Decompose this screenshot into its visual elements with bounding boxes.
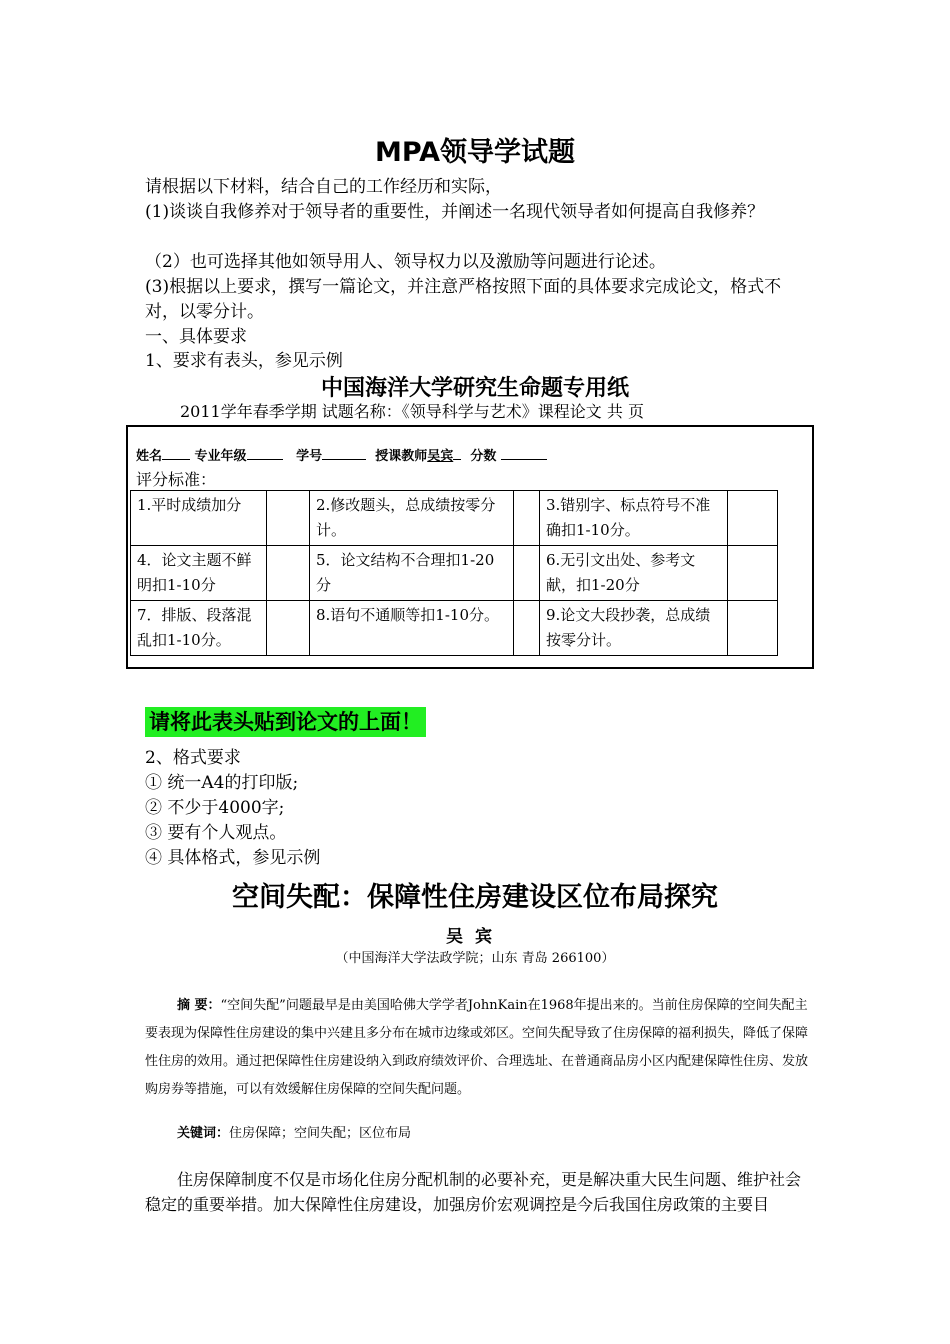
score-cell xyxy=(728,491,778,546)
score-cell xyxy=(514,491,540,546)
student-id-label: 学号 xyxy=(296,449,323,464)
criteria-cell: 8.语句不通顺等扣1-10分。 xyxy=(310,601,514,656)
page-title: MPA领导学试题 xyxy=(374,137,576,168)
major-label: 专业年级 xyxy=(194,449,247,464)
criteria-cell: 7．排版、段落混乱扣1-10分。 xyxy=(131,601,267,656)
teacher-label: 授课教师 xyxy=(375,449,428,464)
intro-text: 请根据以下材料，结合自己的工作经历和实际， xyxy=(145,177,502,197)
criteria-cell: 9.论文大段抄袭，总成绩按零分计。 xyxy=(540,601,728,656)
paper-title: 空间失配：保障性住房建设区位布局探究 xyxy=(232,882,718,913)
requirement-1: 1、要求有表头，参见示例 xyxy=(145,351,343,371)
keywords-text: 住房保障；空间失配；区位布局 xyxy=(229,1126,412,1141)
criteria-row xyxy=(131,601,778,656)
score-cell xyxy=(514,546,540,601)
question-1: (1)谈谈自我修养对于领导者的重要性，并阐述一名现代领导者如何提高自我修养？ xyxy=(145,202,765,222)
teacher-name: 吴宾 xyxy=(427,449,454,464)
paste-notice: 请将此表头贴到论文的上面！ xyxy=(145,707,426,737)
requirements-heading: 一、具体要求 xyxy=(145,327,247,347)
paper-author: 吴宾 xyxy=(446,927,504,947)
name-label: 姓名 xyxy=(136,449,163,464)
score-cell xyxy=(267,491,310,546)
criteria-row xyxy=(131,546,778,601)
score-label: 分数 xyxy=(470,449,497,464)
criteria-cell: 4．论文主题不鲜明扣1-10分 xyxy=(131,546,267,601)
format-item: ③ 要有个人观点。 xyxy=(145,823,287,843)
criteria-cell: 2.修改题头，总成绩按零分计。 xyxy=(310,491,514,546)
question-2: （2）也可选择其他如领导用人、领导权力以及激励等问题进行论述。 xyxy=(145,252,666,272)
criteria-cell: 1.平时成绩加分 xyxy=(131,491,267,546)
criteria-cell: 6.无引文出处、参考文献，扣1-20分 xyxy=(540,546,728,601)
score-cell xyxy=(728,601,778,656)
format-item: ① 统一A4的打印版; xyxy=(145,773,299,793)
abstract-label: 摘 要： xyxy=(177,998,221,1013)
criteria-cell: 5．论文结构不合理扣1-20分 xyxy=(310,546,514,601)
header-fields xyxy=(136,445,547,464)
question-3: (3)根据以上要求，撰写一篇论文，并注意严格按照下面的具体要求完成论文，格式不对，以零分计。 xyxy=(145,277,782,322)
header-subtitle: 2011学年春季学期 试题名称：《领导科学与艺术》课程论文 共 页 xyxy=(180,402,644,421)
criteria-cell: 3.错别字、标点符号不准确扣1-10分。 xyxy=(540,491,728,546)
score-cell xyxy=(728,546,778,601)
abstract-text: “空间失配”问题最早是由美国哈佛大学学者JohnKain在1968年提出来的。当前住房保障的空间失配主要表现为保障性住房建设的集中兴建且多分布在城市边缘或郊区。空间失配导致了住房保障的福利损失，降低了保障性住房的效用。通过把保障性住房建设纳入到政府绩效评价、合理选址、在普通商品房小区内配建保障性住房、发放购房券等措施，可以有效缓解住房保障的空间失配问题。 xyxy=(145,998,809,1097)
keywords xyxy=(177,1122,411,1141)
criteria-row xyxy=(131,491,778,546)
format-heading: 2、格式要求 xyxy=(145,748,241,768)
abstract xyxy=(145,992,810,1104)
format-item: ② 不少于4000字; xyxy=(145,798,285,818)
criteria-table xyxy=(130,490,778,656)
paper-affiliation: （中国海洋大学法政学院；山东 青岛 266100） xyxy=(335,951,615,966)
score-cell xyxy=(514,601,540,656)
format-item: ④ 具体格式，参见示例 xyxy=(145,848,321,868)
criteria-label: 评分标准： xyxy=(136,470,217,489)
score-cell xyxy=(267,601,310,656)
body-paragraph: 住房保障制度不仅是市场化住房分配机制的必要补充，更是解决重大民生问题、维护社会稳定的重要举措。加大保障性住房建设，加强房价宏观调控是今后我国住房政策的主要目 xyxy=(145,1170,802,1214)
header-title: 中国海洋大学研究生命题专用纸 xyxy=(320,375,629,401)
score-cell xyxy=(267,546,310,601)
keywords-label: 关键词： xyxy=(177,1126,230,1141)
